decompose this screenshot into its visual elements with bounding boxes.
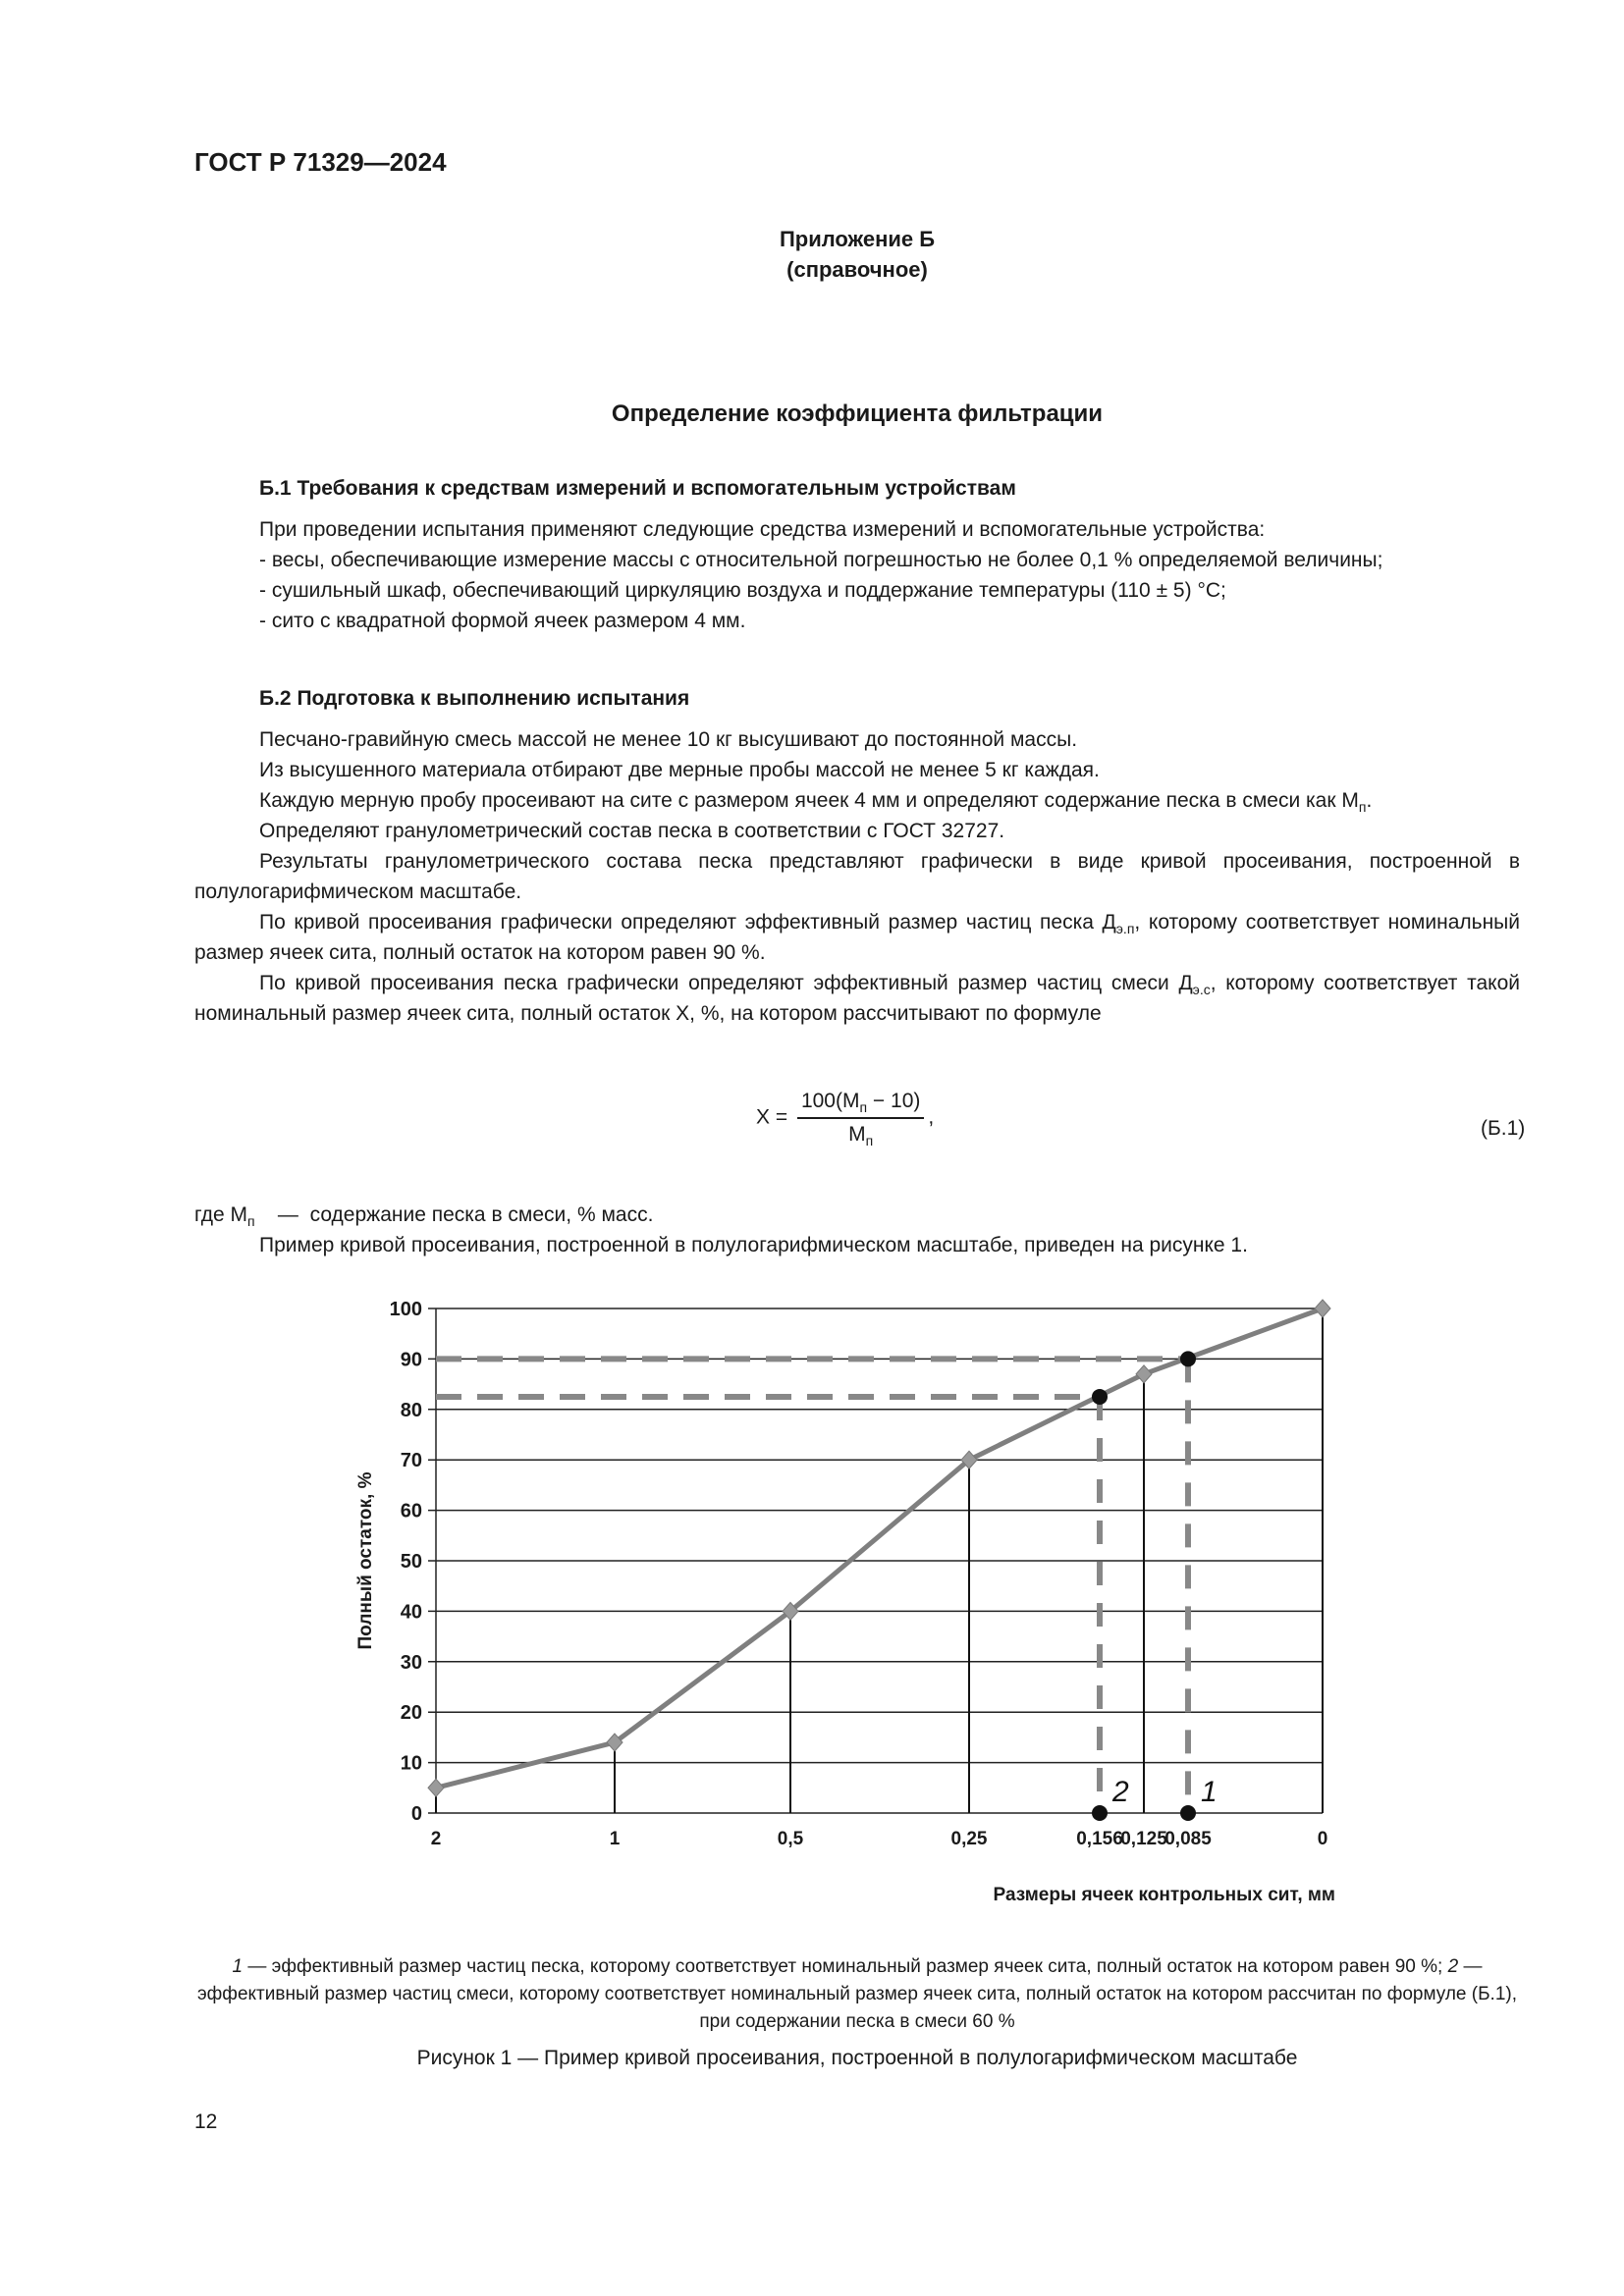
y-tick-label: 40 [400, 1601, 422, 1624]
y-tick-label: 10 [400, 1752, 422, 1775]
subscript: э.с [1192, 982, 1211, 997]
paragraph: Песчано-гравийную смесь массой не менее 10 кг высушивают до постоянной массы. [259, 728, 1078, 751]
list-item: - сушильный шкаф, обеспечивающий циркуляцию воздуха и поддержание температуры (110 ± 5) °C; [259, 579, 1226, 602]
y-tick-label: 0 [410, 1803, 422, 1825]
text: 100(М [800, 1090, 860, 1112]
marker-point [1092, 1389, 1108, 1405]
subscript: п [865, 1133, 874, 1148]
page-number: 12 [194, 2110, 218, 2133]
y-tick-label: 80 [400, 1399, 422, 1421]
paragraph: Пример кривой просеивания, построенной в полулогарифмическом масштабе, приведен на рисунке 1. [259, 1234, 1248, 1256]
y-tick-label: 20 [400, 1702, 422, 1725]
text: − 10) [867, 1090, 921, 1112]
appendix-title: Приложение Б [779, 227, 936, 251]
subscript: п [246, 1213, 255, 1229]
figure-caption: Рисунок 1 — Пример кривой просеивания, построенной в полулогарифмическом масштабе [416, 2047, 1298, 2069]
text: где М [194, 1203, 247, 1226]
y-tick-labels [390, 1299, 422, 1825]
y-tick-label: 70 [400, 1450, 422, 1472]
y-tick-label: 100 [389, 1299, 422, 1320]
marker-point [1180, 1351, 1196, 1366]
markers [1092, 1351, 1218, 1821]
paragraph: При проведении испытания применяют следующие средства измерений и вспомогательные устройства: [259, 518, 1266, 541]
reference-lines [436, 1359, 1188, 1813]
text: . [1366, 789, 1373, 812]
marker-axis-point [1092, 1805, 1108, 1821]
x-tick-label: 0,156 [1076, 1829, 1123, 1849]
text: — [277, 1203, 298, 1226]
subscript: п [859, 1099, 868, 1115]
data-point [1315, 1300, 1330, 1317]
text: По кривой просеивания графически определяют эффективный размер частиц песка Д [259, 911, 1116, 934]
text: содержание песка в смеси, % масс. [309, 1203, 654, 1226]
x-axis-title: Размеры ячеек контрольных сит, мм [993, 1885, 1335, 1905]
x-tick-label: 2 [430, 1829, 442, 1849]
document-header: ГОСТ Р 71329—2024 [194, 147, 447, 177]
y-axis-title: Полный остаток, % [355, 1471, 376, 1650]
y-tick-label: 90 [400, 1349, 422, 1371]
note-number: 1 [232, 1956, 244, 1977]
x-tick-label: 0,125 [1120, 1829, 1167, 1849]
data-point [428, 1779, 444, 1796]
main-title: Определение коэффициента фильтрации [611, 400, 1104, 427]
section-2-heading: Б.2 Подготовка к выполнению испытания [259, 687, 690, 710]
figure-note [194, 1953, 1520, 2036]
x-tick-label: 0 [1317, 1829, 1328, 1849]
y-tick-label: 60 [400, 1500, 422, 1522]
appendix-status: (справочное) [786, 257, 928, 282]
text: , которому соответствует такой номинальный размер ячеек сита, полный остаток X, %, на котором рассчитывают по формуле [194, 972, 1520, 1025]
paragraph: Из высушенного материала отбирают две мерные пробы массой не менее 5 кг каждая. [259, 759, 1100, 781]
data-point [1136, 1365, 1152, 1383]
x-tick-label: 0,5 [777, 1829, 804, 1849]
note-number: 2 [1447, 1956, 1459, 1977]
text: — эффективный размер частиц смеси, которому соответствует номинальный размер ячеек сита, полный остаток на котором рассчитан по формуле (Б.1), при содержании песка в смеси 60 % [196, 1956, 1518, 2032]
text: М [848, 1123, 866, 1146]
subscript: э.п [1115, 921, 1135, 936]
list-item: - весы, обеспечивающие измерение массы с относительной погрешностью не более 0,1 % определяемой величины; [259, 549, 1383, 571]
text: , которому соответствует номинальный размер ячеек сита, полный остаток на котором равен 90 %. [194, 911, 1520, 964]
y-tick-label: 30 [400, 1651, 422, 1674]
text: — эффективный размер частиц песка, которому соответствует номинальный размер ячеек сита, полный остаток на котором равен 90 %; [243, 1956, 1448, 1977]
y-tick-label: 50 [400, 1551, 422, 1573]
formula-comma: , [928, 1105, 935, 1129]
marker-label: 2 [1112, 1776, 1129, 1808]
marker-axis-point [1180, 1805, 1196, 1821]
section-1-heading: Б.1 Требования к средствам измерений и вспомогательным устройствам [259, 477, 1016, 500]
formula-lhs: X = [756, 1105, 788, 1129]
text: Каждую мерную пробу просеивают на сите с размером ячеек 4 мм и определяют содержание песка в смеси как М [259, 789, 1359, 812]
x-tick-label: 0,085 [1164, 1829, 1212, 1849]
formula-number: (Б.1) [1481, 1117, 1526, 1140]
x-tick-label: 0,25 [950, 1829, 988, 1849]
x-tick-label: 1 [609, 1829, 621, 1849]
list-item: - сито с квадратной формой ячеек размером 4 мм. [259, 610, 746, 632]
paragraph: Определяют гранулометрический состав песка в соответствии с ГОСТ 32727. [259, 820, 1005, 842]
paragraph: Результаты гранулометрического состава песка представляют графически в виде кривой просеивания, построенной в полулогарифмическом масштабе. [194, 850, 1520, 903]
series-points [428, 1300, 1330, 1796]
marker-label: 1 [1201, 1776, 1218, 1808]
subscript: п [1358, 799, 1367, 815]
text: По кривой просеивания песка графически определяют эффективный размер частиц смеси Д [259, 972, 1193, 994]
x-tick-labels [431, 1829, 1328, 1849]
